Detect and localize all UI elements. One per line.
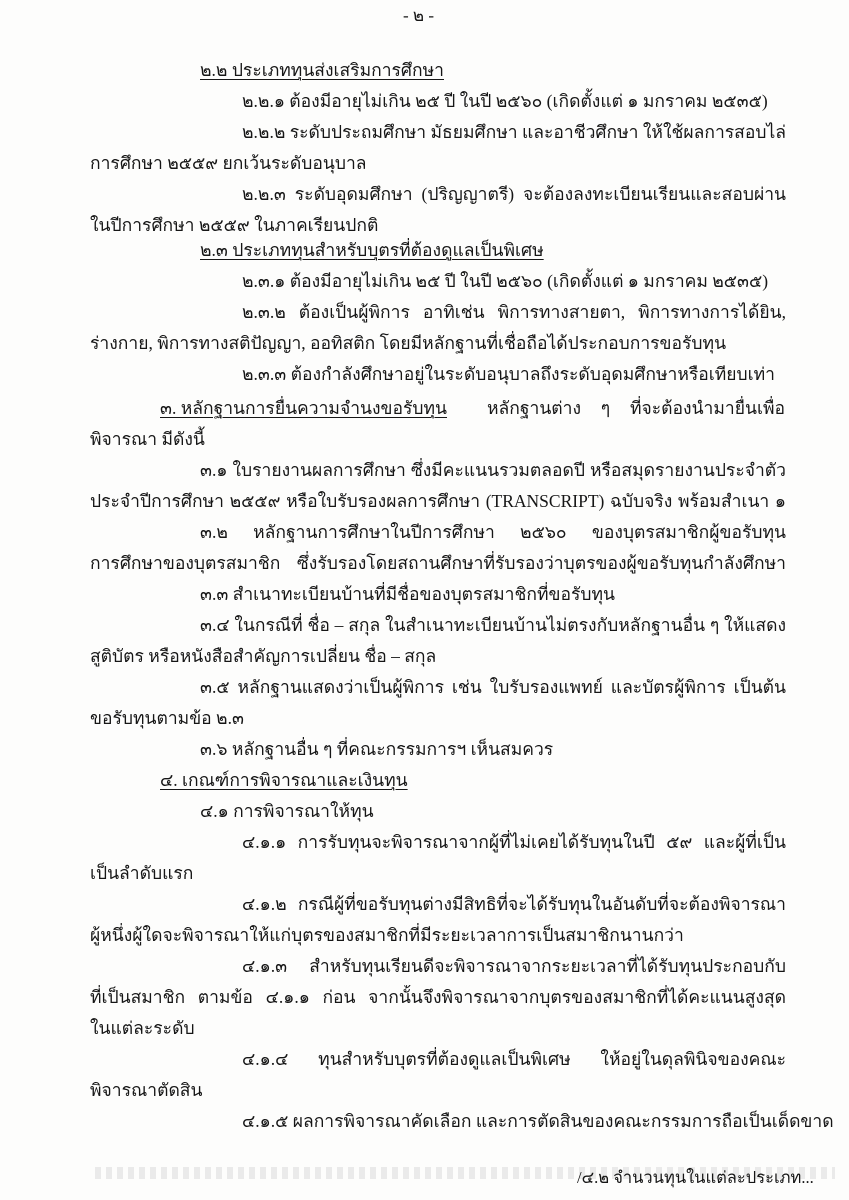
paragraph-line: ขอรับทุนตามข้อ ๒.๓ xyxy=(90,708,244,728)
paragraph-line: ๔.๑.๑ การรับทุนจะพิจารณาจากผู้ที่ไม่เคยได้รับทุนในปี ๕๙ และผู้ที่เป็น xyxy=(242,832,786,852)
subsection-heading-4-1: ๔.๑ การพิจารณาให้ทุน xyxy=(200,801,374,821)
paragraph-line: ๔.๑.๕ ผลการพิจารณาคัดเลือก และการตัดสินของคณะกรรมการถือเป็นเด็ดขาด xyxy=(242,1111,834,1131)
paragraph-line: เป็นลำดับแรก xyxy=(90,863,194,883)
paragraph-line: ๓.๖ หลักฐานอื่น ๆ ที่คณะกรรมการฯ เห็นสมควร xyxy=(200,739,554,759)
paragraph-line: พิจารณาตัดสิน xyxy=(90,1080,203,1100)
paragraph-line: การศึกษาของบุตรสมาชิก ซึ่งรับรองโดยสถานศึกษาที่รับรองว่าบุตรของผู้ขอรับทุนกำลังศึกษา xyxy=(90,553,786,573)
section-heading-4: ๔. เกณฑ์การพิจารณาและเงินทุน xyxy=(160,770,408,790)
paragraph-line: สูติบัตร หรือหนังสือสำคัญการเปลี่ยน ชื่อ – สกุล xyxy=(90,646,437,666)
section-heading-3 xyxy=(160,396,447,420)
paragraph-line: พิจารณา มีดังนี้ xyxy=(90,429,205,449)
paragraph-line: ๒.๓.๒ ต้องเป็นผู้พิการ อาทิเช่น พิการทางสายตา, พิการทางการได้ยิน, xyxy=(242,302,786,322)
paragraph-line: ๔.๑.๓ สำหรับทุนเรียนดีจะพิจารณาจากระยะเวลาที่ได้รับทุนประกอบกับ xyxy=(242,956,786,976)
paragraph-line: ๓.๑ ใบรายงานผลการศึกษา ซึ่งมีคะแนนรวมตลอดปี หรือสมุดรายงานประจำตัว xyxy=(200,460,786,480)
paragraph-line: ๒.๒.๒ ระดับประถมศึกษา มัธยมศึกษา และอาชีวศึกษา ให้ใช้ผลการสอบไล่ xyxy=(242,122,786,142)
paragraph-line: ๔.๑.๔ ทุนสำหรับบุตรที่ต้องดูแลเป็นพิเศษ ให้อยู่ในดุลพินิจของคณะ xyxy=(242,1049,786,1069)
paragraph-line: ๓.๔ ในกรณีที่ ชื่อ – สกุล ในสำเนาทะเบียนบ้านไม่ตรงกับหลักฐานอื่น ๆ ให้แสดง xyxy=(200,615,786,635)
paragraph-line: ๔.๑.๒ กรณีผู้ที่ขอรับทุนต่างมีสิทธิที่จะได้รับทุนในอันดับที่จะต้องพิจารณา xyxy=(242,894,786,914)
paragraph-line: หลักฐานต่าง ๆ ที่จะต้องนำมายื่นเพื่อ xyxy=(487,398,785,418)
paragraph-line: ๓.๒ หลักฐานการศึกษาในปีการศึกษา ๒๕๖๐ ของบุตรสมาชิกผู้ขอรับทุน xyxy=(200,522,786,542)
paragraph-line: การศึกษา ๒๕๕๙ ยกเว้นระดับอนุบาล xyxy=(90,153,367,173)
paragraph-line: ร่างกาย, พิการทางสติปัญญา, ออทิสติก โดยมีหลักฐานที่เชื่อถือได้ประกอบการขอรับทุน xyxy=(90,333,727,353)
paragraph-line: ในปีการศึกษา ๒๕๕๙ ในภาคเรียนปกติ xyxy=(90,215,379,235)
paragraph-line: ๒.๓.๓ ต้องกำลังศึกษาอยู่ในระดับอนุบาลถึงระดับอุดมศึกษาหรือเทียบเท่า xyxy=(242,364,775,384)
paragraph-line: ที่เป็นสมาชิก ตามข้อ ๔.๑.๑ ก่อน จากนั้นจึงพิจารณาจากบุตรของสมาชิกที่ได้คะแนนสูงสุด xyxy=(90,987,786,1007)
paragraph-line: ๒.๒.๓ ระดับอุดมศึกษา (ปริญญาตรี) จะต้องลงทะเบียนเรียนและสอบผ่าน xyxy=(242,184,786,204)
paragraph-line: ๓.๕ หลักฐานแสดงว่าเป็นผู้พิการ เช่น ใบรับรองแพทย์ และบัตรผู้พิการ เป็นต้น xyxy=(200,677,786,697)
section-heading-3-title: ๓. หลักฐานการยื่นความจำนงขอรับทุน xyxy=(160,398,448,418)
section-heading-2-2: ๒.๒ ประเภททุนส่งเสริมการศึกษา xyxy=(200,60,444,80)
paragraph-line: ผู้หนึ่งผู้ใดจะพิจารณาให้แก่บุตรของสมาชิกที่มีระยะเวลาการเป็นสมาชิกนานกว่า xyxy=(90,925,684,945)
paragraph-line: ๒.๓.๑ ต้องมีอายุไม่เกิน ๒๕ ปี ในปี ๒๕๖๐ (เกิดตั้งแต่ ๑ มกราคม ๒๕๓๕) xyxy=(242,271,769,291)
paragraph-line: ในแต่ละระดับ xyxy=(90,1018,195,1038)
paragraph-line: ประจำปีการศึกษา ๒๕๕๙ หรือใบรับรองผลการศึกษา (TRANSCRIPT) ฉบับจริง พร้อมสำเนา ๑ xyxy=(90,491,786,511)
section-heading-2-3: ๒.๓ ประเภททุนสำหรับบุตรที่ต้องดูแลเป็นพิเศษ xyxy=(200,240,544,260)
paragraph-line: ๓.๓ สำเนาทะเบียนบ้านที่มีชื่อของบุตรสมาชิกที่ขอรับทุน xyxy=(200,584,615,604)
continuation-note: /๔.๒ จำนวนทุนในแต่ละประเภท... xyxy=(577,1168,814,1187)
paragraph-line: ๒.๒.๑ ต้องมีอายุไม่เกิน ๒๕ ปี ในปี ๒๕๖๐ (เกิดตั้งแต่ ๑ มกราคม ๒๕๓๕) xyxy=(242,91,768,111)
page-number: - ๒ - xyxy=(403,6,435,25)
